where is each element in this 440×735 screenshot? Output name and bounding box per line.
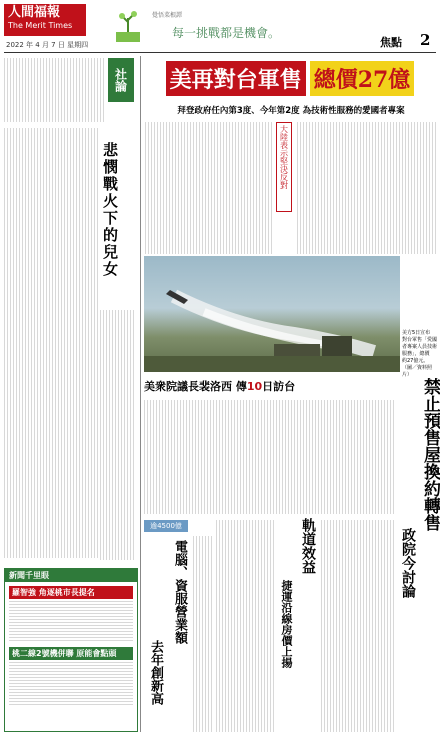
news-item-2-title: 桃二線2號機併聯 原能會點頭 [9,647,133,660]
article-body-upper-left [144,122,272,254]
rail-title-2: 捷運沿線房價上揚 [280,580,293,668]
pelosi-headline [144,378,360,394]
editorial-body-right [100,310,134,560]
logo-title: 人間福報 [8,5,61,20]
main-headline [144,56,436,100]
retail-title-2: 去年創新高 [148,640,163,705]
caption-line-4: 服務」，總價 [402,351,430,357]
editorial-tag: 社論 [108,58,134,102]
rail-title-1: 軌道效益 [300,518,316,574]
logo-english: The Merit Times [8,21,73,30]
editorial-title: 悲憫戰火下的兒女 [101,142,119,278]
article-body-upper-right [296,122,436,254]
side-label: 大陸表示堅決反對 [276,122,292,212]
issue-date: 2022 年 4 月 7 日 星期四 [6,41,89,49]
news-box-header: 新聞千里眼 [5,569,137,582]
news-item-1-body [9,601,133,641]
news-item-1-title: 羅智強 角逐桃市長提名 [9,586,133,599]
missile-photo [144,256,400,372]
housing-title-2: 政院今討論 [400,528,416,598]
caption-line-1: 美方5日宣布 [402,330,431,336]
masthead-logo [4,4,86,36]
editorial-body [4,128,98,558]
housing-title-1: 禁止預售屋換約轉售 [420,378,440,531]
retail-badge: 逾4500億 [144,520,188,532]
rail-body [214,520,274,732]
column-divider [140,56,141,732]
editorial-body-top [4,58,104,122]
retail-body [192,536,212,732]
caption-line-6: （圖／資料照片） [402,365,433,378]
headline-part1: 美再對台軍售 [166,61,306,96]
housing-body [320,520,394,732]
page-number: 2 [420,31,431,49]
masthead-rule [4,52,436,53]
section-name: 焦點 [380,36,402,49]
caption-line-5: 約27億元。 [402,358,429,364]
pelosi-body [144,400,394,514]
plant-icon [112,10,146,44]
caption-line-2: 對台軍售「愛國 [402,337,438,343]
photo-caption [402,330,438,379]
pelosi-title-post: 日訪台 [262,380,296,393]
pelosi-title-num: 10 [246,380,263,393]
retail-title-1: 電腦、資服營業額 [172,540,187,644]
banner [112,6,312,48]
banner-small-label: 覺悟菜根譚 [152,12,183,19]
banner-quote: 每一挑戰都是機會。 [172,26,281,40]
news-item-2-body [9,662,133,706]
caption-line-3: 者專案人員技術 [402,344,438,350]
headline-subtitle: 拜登政府任內第3度、今年第2度 為技術性服務的愛國者專案 [177,106,405,116]
news-box [4,568,138,732]
pelosi-title-pre: 美衆院議長裴洛西 傳 [144,380,247,393]
headline-part2: 總價27億 [310,61,415,96]
